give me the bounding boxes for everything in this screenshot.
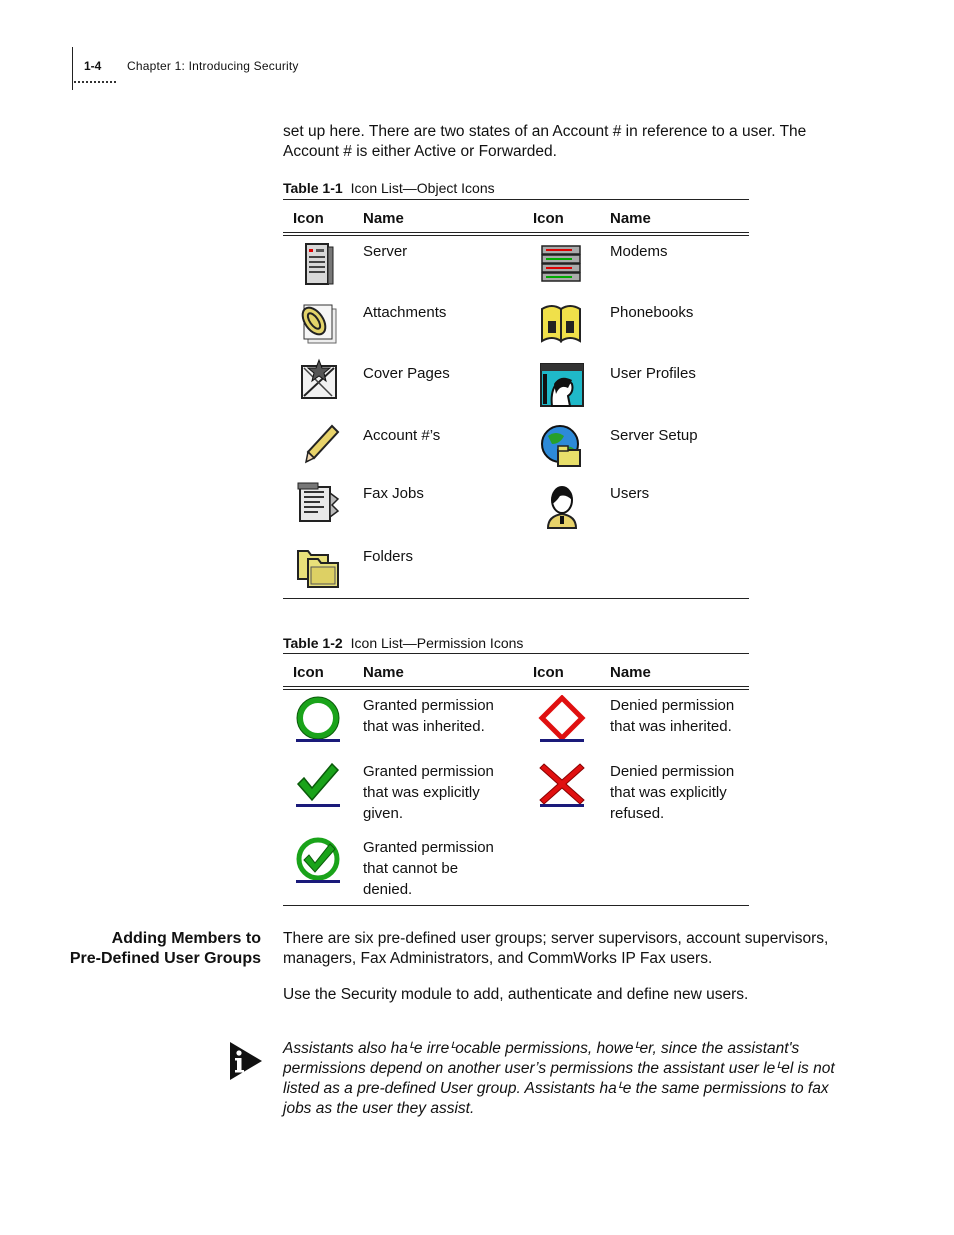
object-name-fax-jobs: Fax Jobs xyxy=(363,485,424,502)
server-setup-icon xyxy=(538,422,586,470)
permission-line: Granted permission xyxy=(363,839,494,856)
granted-undeniable-text xyxy=(363,837,494,900)
denied-inherited-text xyxy=(610,695,734,737)
note-text: Assistants also haᒻe irreᒻocable permissions, howeᒻer, since the assistant's permissions depend on another user’s permissions the assistant user leᒻel is not listed as a pre-defined User group. Assistants haᒻe the same permissions to fax jobs as the user they assist. xyxy=(283,1040,835,1117)
table1-top-rule xyxy=(283,199,749,200)
section-paragraph-1: There are six pre-defined user groups; server supervisors, account supervisors, managers, Fax Administrators, and CommWorks IP Fax users. xyxy=(283,930,829,967)
permission-line: that was inherited. xyxy=(610,718,732,735)
granted-inherited-text xyxy=(363,695,494,737)
user-profiles-icon xyxy=(538,360,586,408)
permission-line: that was inherited. xyxy=(363,718,485,735)
permission-line: denied. xyxy=(363,881,413,898)
table2-bottom-rule xyxy=(283,905,749,906)
modems-icon xyxy=(538,240,586,288)
cover-pages-icon xyxy=(294,356,342,404)
table2-col-icon-2: Icon xyxy=(533,664,564,681)
header-rule xyxy=(72,47,73,90)
permission-line: Granted permission xyxy=(363,763,494,780)
granted-explicit-text xyxy=(363,761,494,824)
table2-caption-text: Icon List—Permission Icons xyxy=(350,635,524,651)
denied-inherited-icon xyxy=(538,695,586,743)
permission-line: Denied permission xyxy=(610,697,735,714)
info-note-icon xyxy=(228,1040,264,1082)
denied-explicit-icon xyxy=(538,760,586,808)
granted-undeniable-icon xyxy=(294,836,342,884)
object-name-modems: Modems xyxy=(610,243,668,260)
intro-paragraph: set up here. There are two states of an Account # in reference to a user. The Account # is either Active or Forwarded. xyxy=(283,123,807,160)
permission-line: given. xyxy=(363,805,404,822)
section-heading xyxy=(40,929,261,969)
table1-header-rule xyxy=(283,232,749,236)
table2-label: Table 1-2 xyxy=(283,635,343,651)
table2-header-rule xyxy=(283,686,749,690)
object-name-users: Users xyxy=(610,485,650,502)
table1-caption xyxy=(283,180,495,196)
granted-inherited-icon xyxy=(294,695,342,743)
table1-col-name-2: Name xyxy=(610,210,651,227)
users-icon xyxy=(538,482,586,530)
attachments-icon xyxy=(294,299,342,347)
permission-line: that cannot be xyxy=(363,860,459,877)
phonebooks-icon xyxy=(538,299,586,347)
page-number: 1-4 xyxy=(84,59,102,73)
denied-explicit-text xyxy=(610,761,734,824)
table1-col-name: Name xyxy=(363,210,404,227)
object-name-attachments: Attachments xyxy=(363,304,447,321)
fax-jobs-icon xyxy=(294,479,342,527)
chapter-title: Chapter 1: Introducing Security xyxy=(127,59,299,73)
table2-top-rule xyxy=(283,653,749,654)
permission-line: Denied permission xyxy=(610,763,735,780)
section-heading-line: Adding Members to xyxy=(111,930,261,947)
object-name-folders: Folders xyxy=(363,548,414,565)
table2-col-name-2: Name xyxy=(610,664,651,681)
section-paragraph-2: Use the Security module to add, authenticate and define new users. xyxy=(283,986,749,1003)
folders-icon xyxy=(294,543,342,591)
object-name-phonebooks: Phonebooks xyxy=(610,304,694,321)
table1-caption-text: Icon List—Object Icons xyxy=(350,180,495,196)
table1-col-icon: Icon xyxy=(293,210,324,227)
server-icon xyxy=(296,240,344,288)
pencil-icon xyxy=(298,420,346,468)
object-name-server-setup: Server Setup xyxy=(610,427,698,444)
object-name-account-numbers: Account #’s xyxy=(363,427,441,444)
table1-bottom-rule xyxy=(283,598,749,599)
permission-line: refused. xyxy=(610,805,665,822)
permission-line: that was explicitly xyxy=(363,784,480,801)
table2-caption xyxy=(283,635,523,651)
header-dots xyxy=(74,81,116,83)
table2-col-icon: Icon xyxy=(293,664,324,681)
object-name-user-profiles: User Profiles xyxy=(610,365,696,382)
permission-line: that was explicitly xyxy=(610,784,727,801)
section-heading-line: Pre-Defined User Groups xyxy=(69,950,261,967)
granted-explicit-icon xyxy=(294,760,342,808)
permission-line: Granted permission xyxy=(363,697,494,714)
object-name-server: Server xyxy=(363,243,408,260)
table1-col-icon-2: Icon xyxy=(533,210,564,227)
object-name-cover-pages: Cover Pages xyxy=(363,365,450,382)
table2-col-name: Name xyxy=(363,664,404,681)
table1-label: Table 1-1 xyxy=(283,180,343,196)
